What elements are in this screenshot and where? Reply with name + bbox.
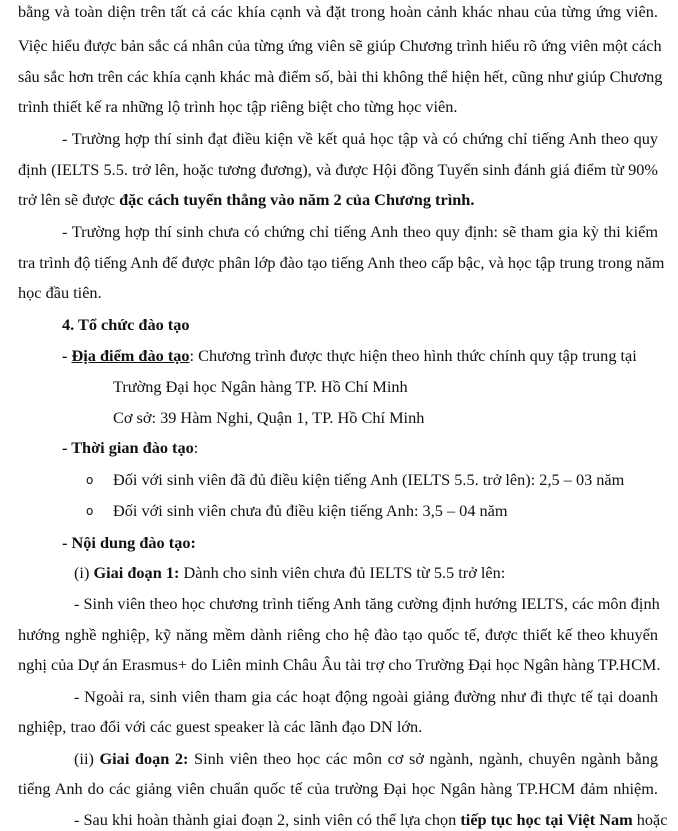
paragraph-line: Việc hiểu được bản sắc cá nhân của từng ứng viên sẽ giúp Chương trình hiểu rõ ứng viên một cách (18, 36, 662, 55)
text-run: hoặc (632, 810, 668, 829)
paragraph-line: - Trường hợp thí sinh chưa có chứng chỉ tiếng Anh theo quy định: sẽ tham gia kỳ thi kiểm (62, 222, 658, 241)
bold-text: đặc cách tuyển thẳng vào năm 2 của Chương trình. (119, 190, 475, 209)
paragraph-line (62, 346, 658, 366)
paragraph-line: sâu sắc hơn trên các khía cạnh khác mà điểm số, bài thi không thể hiện hết, cũng như giúp Chương (18, 67, 663, 86)
paragraph-line: nghị của Dự án Erasmus+ do Liên minh Châu Âu tài trợ cho Trường Đại học Ngân hàng TP.HCM. (18, 655, 661, 674)
bullet-icon: o (86, 504, 94, 518)
text-run: : Chương trình được thực hiện theo hình thức chính quy tập trung tại (189, 346, 637, 365)
paragraph-line: - Ngoài ra, sinh viên tham gia các hoạt động ngoài giảng đường như đi thực tế tại doanh (74, 687, 658, 706)
paragraph-line: hướng nghề nghiệp, kỹ năng mềm dành riêng cho hệ đào tạo quốc tế, được thiết kế theo khuyến (18, 625, 658, 644)
paragraph-line: bằng và toàn diện trên tất cả các khía cạnh và đặt trong hoàn cảnh khác nhau của từng ứng viên. (18, 2, 658, 21)
paragraph-line: trình thiết kế ra những lộ trình học tập riêng biệt cho từng học viên. (18, 97, 458, 116)
paragraph-line: học đầu tiên. (18, 283, 102, 302)
text-run: Sinh viên theo học các môn cơ sở ngành, ngành, chuyên ngành bằng (188, 749, 659, 768)
bold-text: tiếp tục học tại Việt Nam (460, 810, 633, 829)
content-label: - Nội dung đào tạo: (62, 533, 196, 552)
colon: : (193, 438, 199, 457)
bold-text: Giai đoạn 2: (99, 749, 189, 768)
dash: - (62, 346, 72, 365)
time-label: - Thời gian đào tạo (62, 438, 194, 457)
text-run: trở lên sẽ được (18, 190, 120, 209)
paragraph-line (74, 749, 658, 769)
paragraph-line: nghiệp, trao đổi với các guest speaker là các lãnh đạo DN lớn. (18, 717, 423, 736)
paragraph-line: tra trình độ tiếng Anh để được phân lớp đào tạo tiếng Anh theo cấp bậc, và học tập trung trong năm (18, 253, 665, 272)
text-run: Dành cho sinh viên chưa đủ IELTS từ 5.5 trở lên: (179, 563, 506, 582)
list-item: Đối với sinh viên chưa đủ điều kiện tiếng Anh: 3,5 – 04 năm (113, 501, 508, 520)
text-run: (ii) (74, 749, 100, 768)
paragraph-line: - Trường hợp thí sinh đạt điều kiện về kết quả học tập và có chứng chỉ tiếng Anh theo quy (62, 129, 658, 148)
text-run: - Sau khi hoàn thành giai đoạn 2, sinh viên có thể lựa chọn (74, 810, 461, 829)
paragraph-line (18, 190, 474, 210)
paragraph-line: tiếng Anh do các giảng viên chuẩn quốc tế của trường Đại học Ngân hàng TP.HCM đảm nhiệm. (18, 779, 658, 798)
paragraph-line: Cơ sở: 39 Hàm Nghi, Quận 1, TP. Hồ Chí Minh (113, 408, 425, 427)
paragraph-line (74, 810, 668, 830)
text-run: (i) (74, 563, 94, 582)
section-heading: 4. Tổ chức đào tạo (62, 315, 190, 334)
paragraph-line: định (IELTS 5.5. trở lên, hoặc tương đương), và được Hội đồng Tuyển sinh đánh giá điểm từ 90% (18, 160, 658, 179)
bold-text: Giai đoạn 1: (93, 563, 180, 582)
paragraph-line: - Sinh viên theo học chương trình tiếng Anh tăng cường định hướng IELTS, các môn định (74, 594, 660, 613)
bullet-icon: o (86, 473, 94, 487)
paragraph-line (74, 563, 505, 583)
location-label: Địa điểm đào tạo (71, 346, 190, 365)
list-item: Đối với sinh viên đã đủ điều kiện tiếng Anh (IELTS 5.5. trở lên): 2,5 – 03 năm (113, 470, 625, 489)
paragraph-line (62, 438, 198, 458)
paragraph-line: Trường Đại học Ngân hàng TP. Hồ Chí Minh (113, 377, 408, 396)
